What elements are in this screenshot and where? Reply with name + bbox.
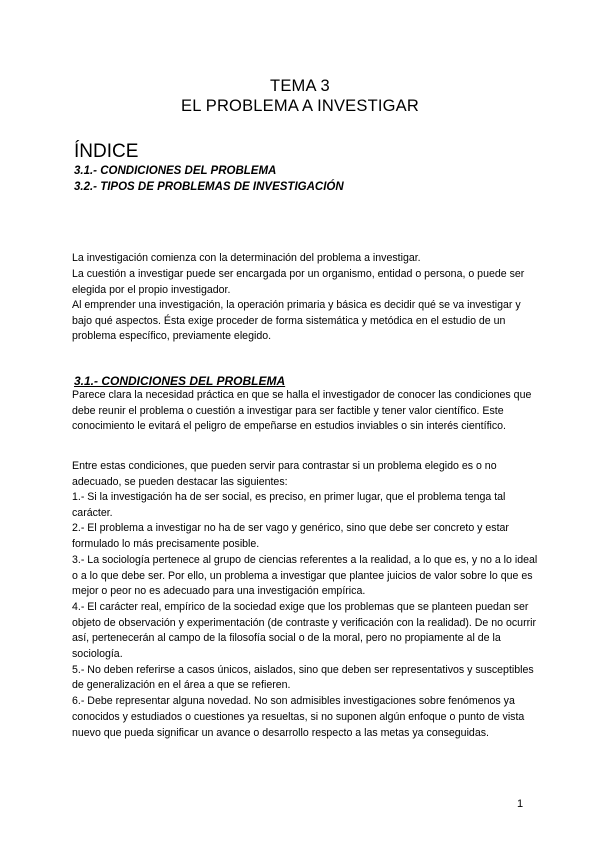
topic-number: TEMA 3 xyxy=(270,77,330,95)
condition-item: 4.- El carácter real, empírico de la sociedad exige que los problemas que se planteen puedan ser objeto de observación y experimentación (de contraste y verificación con la realidad). De no ocurrir así, pertenecerán al campo de la filosofía social o de la moral, pero no propiamente al de la sociología. xyxy=(72,600,537,661)
page-title: EL PROBLEMA A INVESTIGAR xyxy=(180,97,420,115)
conditions-list xyxy=(72,490,542,741)
page-number: 1 xyxy=(517,798,524,810)
index-item: 3.1.- CONDICIONES DEL PROBLEMA xyxy=(74,165,277,177)
condition-item: 3.- La sociología pertenece al grupo de ciencias referentes a la realidad, a lo que es, y no a lo ideal o a lo que debe ser. Por ello, un problema a investigar que plantee juicios de valor sobre lo que es mejor o peor no es adecuado para una investigación empírica. xyxy=(72,553,538,598)
section-paragraph-2: Entre estas condiciones, que pueden servir para contrastar si un problema elegido es o no adecuado, se pueden destacar las siguientes: xyxy=(72,460,497,488)
intro-line-1: La investigación comienza con la determinación del problema a investigar. xyxy=(72,252,421,264)
condition-item: 1.- Si la investigación ha de ser social, es preciso, en primer lugar, que el problema tenga tal carácter. xyxy=(72,491,506,519)
intro-line-2: La cuestión a investigar puede ser encargada por un organismo, entidad o persona, o puede ser elegida por el propio investigador. xyxy=(72,268,525,296)
condition-item: 5.- No deben referirse a casos únicos, aislados, sino que deben ser representativos y susceptibles de generalización en el área a que se refieren. xyxy=(72,663,534,692)
section-heading: 3.1.- CONDICIONES DEL PROBLEMA xyxy=(74,374,286,388)
intro-line-3: Al emprender una investigación, la operación primaria y básica es decidir qué se va investigar y bajo qué aspectos. Ésta exige proceder de forma sistemática y metódica en el estudio de un problema específico, previamente elegido. xyxy=(72,299,521,343)
condition-item: 2.- El problema a investigar no ha de ser vago y genérico, sino que debe ser concreto y estar formulado lo más precisamente posible. xyxy=(72,522,509,551)
section-paragraph-1: Parece clara la necesidad práctica en que se halla el investigador de conocer las condiciones que debe reunir el problema o cuestión a investigar para ser factible y tener valor científico. Este conocimiento le evitará el peligro de empeñarse en estudios inviables o sin interés científico. xyxy=(72,389,532,433)
condition-item: 6.- Debe representar alguna novedad. No son admisibles investigaciones sobre fenómenos ya conocidos y estudiados o cuestiones ya resueltas, si no suponen algún enfoque o punto de vista nuevo que pueda significar un avance o desarrollo respecto a las metas ya conseguidas. xyxy=(72,695,525,739)
index-heading: ÍNDICE xyxy=(74,141,139,162)
index-list xyxy=(74,163,344,195)
index-item: 3.2.- TIPOS DE PROBLEMAS DE INVESTIGACIÓN xyxy=(74,181,344,193)
